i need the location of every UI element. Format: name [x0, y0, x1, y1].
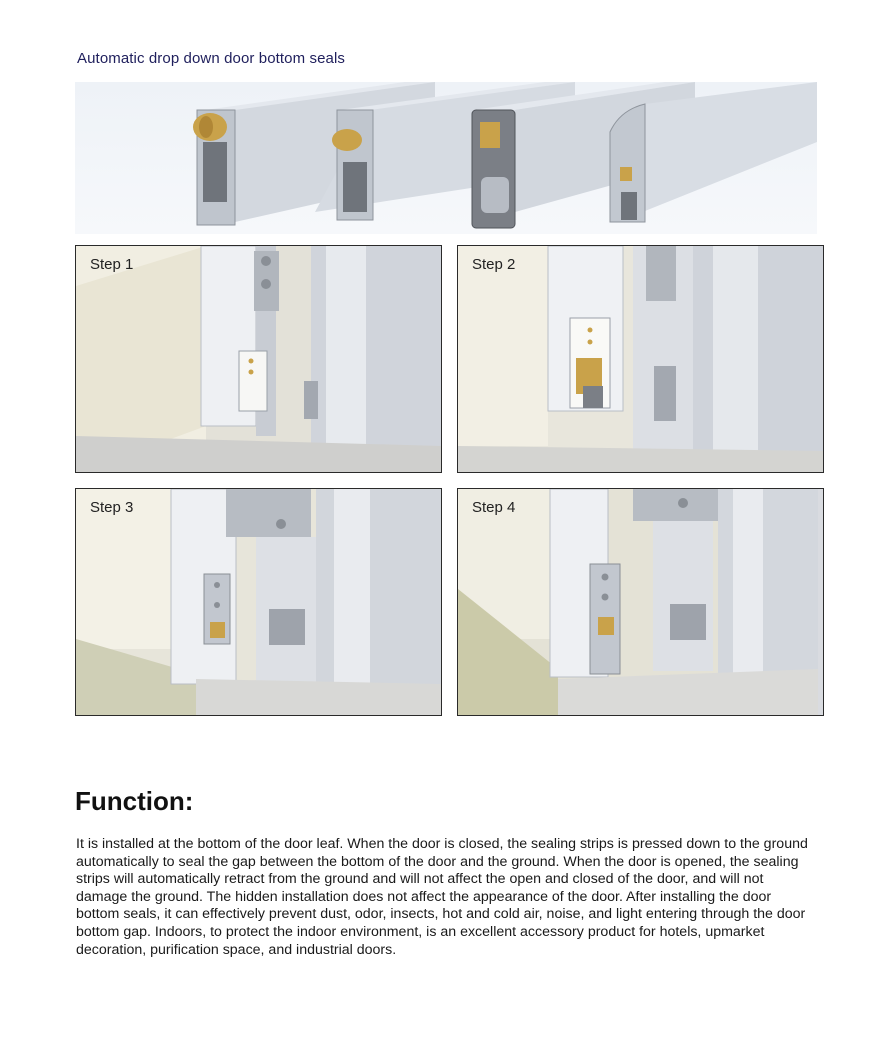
step-3-label: Step 3: [90, 499, 134, 516]
function-heading: Function:: [75, 786, 194, 816]
product-banner-image: [75, 82, 817, 234]
step-4-photo: [457, 488, 824, 716]
step-1-label: Step 1: [90, 256, 134, 273]
page-title: Automatic drop down door bottom seals: [77, 50, 346, 67]
step-4-label: Step 4: [472, 499, 516, 516]
function-line: decoration, purification space, and industrial doors.: [76, 941, 397, 958]
function-line: damage the ground. The hidden installation does not affect the appearance of the door. After installing the door: [76, 888, 772, 905]
function-line: strips will automatically retract from the ground and will not affect the open and closed of the door, and will not: [76, 871, 764, 888]
function-line: It is installed at the bottom of the door leaf. When the door is closed, the sealing strips is pressed down to the ground: [76, 836, 808, 852]
function-line: automatically to seal the gap between the bottom of the door and the ground. When the door is opened, the sealing: [76, 853, 799, 870]
step-2-photo: [457, 245, 824, 473]
step-2-label: Step 2: [472, 256, 516, 273]
function-line: bottom gap. Indoors, to protect the indoor environment, is an excellent accessory product for hotels, upmarket: [76, 923, 765, 940]
function-line: bottom seals, it can effectively prevent dust, odor, insects, hot and cold air, noise, and light entering through the door: [76, 906, 806, 923]
step-1-photo: [75, 245, 442, 473]
step-3-photo: [75, 488, 442, 716]
function-description: [76, 836, 836, 959]
